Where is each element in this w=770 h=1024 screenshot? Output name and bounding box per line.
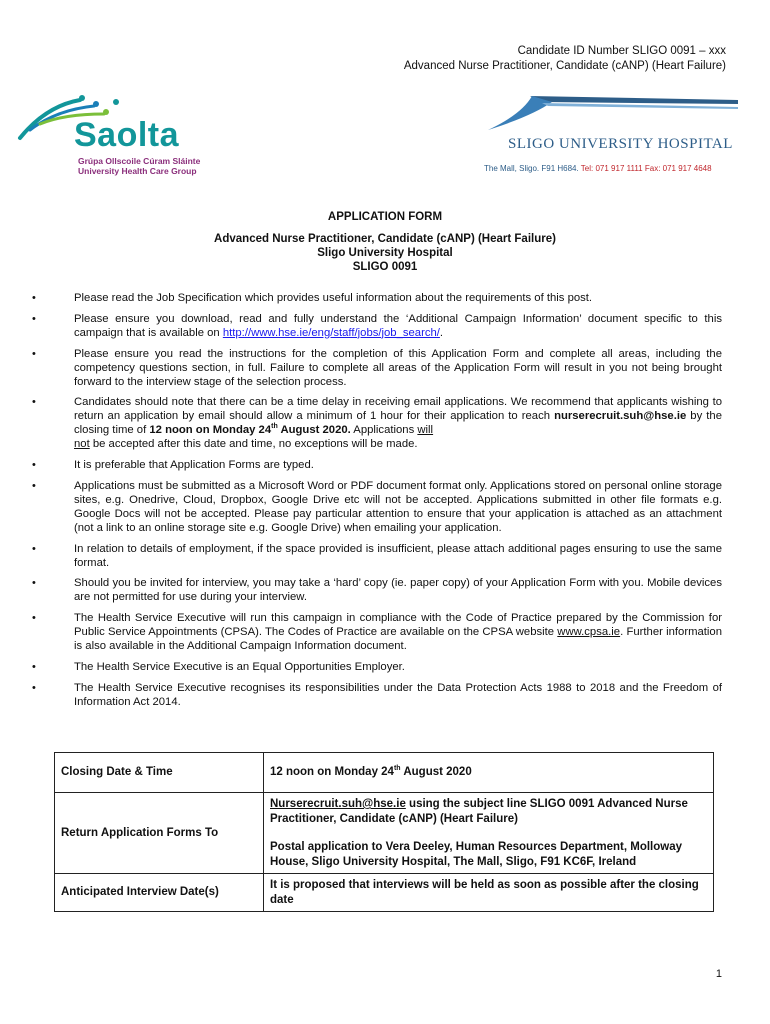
instruction-text: In relation to details of employment, if the space provided is insufficient, please attach additional pages ensuring to use the same format. <box>74 542 722 569</box>
interview-date-value: It is proposed that interviews will be held as soon as possible after the closing date <box>264 874 714 912</box>
instruction-item <box>0 459 770 473</box>
saolta-logo <box>16 92 216 182</box>
instruction-item <box>0 682 770 710</box>
instruction-text: Should you be invited for interview, you may take a ‘hard’ copy (ie. paper copy) of your Application Form with you. Mobile devices are not permitted for use during your interview. <box>74 577 722 604</box>
instruction-item <box>0 480 770 536</box>
closing-date-label: Closing Date & Time <box>55 753 264 793</box>
instruction-text: Please read the Job Specification which provides useful information about the requirements of this post. <box>74 292 593 304</box>
instruction-text: . Further information is also available in the Additional Campaign Information document. <box>74 626 722 653</box>
cpsa-link[interactable]: www.cpsa.ie <box>557 626 621 639</box>
instruction-item <box>0 348 770 390</box>
instruction-text: Candidates should note that there can be a time delay in receiving email applications. We recommend that applicants wishing to return an application by email should allow a minimum of 1 hour for their application to reach <box>74 396 722 423</box>
saolta-wordmark: Saolta <box>74 116 180 154</box>
sligo-address-text: The Mall, Sligo. F91 H684. <box>484 164 579 173</box>
return-email-subject: using the subject line SLIGO 0091 Advanced Nurse Practitioner, Candidate (cANP) (Heart Failure) <box>270 798 688 825</box>
instruction-text: be accepted after this date and time, no exceptions will be made. <box>89 438 418 451</box>
document-header <box>404 44 726 74</box>
instruction-text: by the closing time of <box>74 410 722 437</box>
form-role-title: Advanced Nurse Practitioner, Candidate (cANP) (Heart Failure) <box>214 233 556 245</box>
form-hospital-title: Sligo University Hospital <box>317 247 453 259</box>
instruction-text: The Health Service Executive recognises its responsibilities under the Data Protection Acts 1988 to 2018 and the Freedom of Information Act 2014. <box>74 681 722 708</box>
saolta-irish-subtitle: Grúpa Ollscoile Cúram Sláinte <box>78 156 201 166</box>
saolta-english-subtitle: University Health Care Group <box>78 166 197 176</box>
instruction-item <box>0 612 770 654</box>
instruction-text: Applications <box>350 424 418 437</box>
instruction-text: The Health Service Executive is an Equal Opportunities Employer. <box>74 660 405 673</box>
page-number: 1 <box>715 968 722 980</box>
return-forms-value <box>264 793 714 874</box>
sligo-fax: Fax: 071 917 4648 <box>644 164 712 173</box>
instruction-text: The Health Service Executive will run this campaign in compliance with the Code of Practice prepared by the Commission for Public Service Appointments (CPSA). The Codes of Practice are available on the CPSA website <box>74 612 722 639</box>
table-row <box>55 753 714 793</box>
instruction-item <box>0 292 770 306</box>
recruit-email: nurserecruit.suh@hse.ie <box>554 410 687 423</box>
return-email-line <box>270 797 707 826</box>
instruction-item <box>0 543 770 571</box>
closing-date-value <box>264 753 714 793</box>
form-heading: APPLICATION FORM <box>327 211 443 223</box>
form-title-block <box>0 210 770 274</box>
closing-time: 12 noon on Monday 24 <box>149 424 272 437</box>
return-forms-label: Return Application Forms To <box>55 793 264 874</box>
sligo-hospital-name: SLIGO UNIVERSITY HOSPITAL <box>508 136 733 152</box>
sligo-hospital-address <box>484 164 712 173</box>
instructions-list <box>0 292 770 717</box>
ordinal-suffix: th <box>393 765 401 773</box>
instruction-item <box>0 577 770 605</box>
key-details-table <box>54 752 714 912</box>
sligo-hospital-logo <box>482 94 740 180</box>
closing-date-text: August 2020 <box>400 766 472 779</box>
instruction-text: . <box>439 326 444 339</box>
table-row <box>55 874 714 912</box>
instruction-item <box>0 396 770 452</box>
post-title-line: Advanced Nurse Practitioner, Candidate (cANP) (Heart Failure) <box>403 60 726 72</box>
emphasis-not: not <box>74 438 90 451</box>
emphasis-will: will <box>417 424 434 437</box>
closing-date-text: 12 noon on Monday 24 <box>270 766 394 779</box>
instruction-text: Applications must be submitted as a Microsoft Word or PDF document format only. Applications stored on personal online storage sites, e.g. Onedrive, Cloud, Dropbox, Google Drive etc will not be accepted. Applications submitted in other file formats e.g. Google Docs will not be accepted. Please pay particular attention to ensure that your application is attached as an attachment (not a link to an online storage site e.g. Google Drive) when emailing your application. <box>74 479 722 534</box>
instruction-item <box>0 313 770 341</box>
form-reference: SLIGO 0091 <box>352 261 418 273</box>
instruction-text: It is preferable that Application Forms are typed. <box>74 459 314 472</box>
ordinal-suffix: th <box>271 423 278 431</box>
return-email[interactable]: Nurserecruit.suh@hse.ie <box>270 798 406 810</box>
instruction-text: Please ensure you download, read and fully understand the ‘Additional Campaign Information’ document specific to this campaign that is available on <box>74 312 722 339</box>
closing-date: August 2020. <box>277 424 351 437</box>
candidate-id-line: Candidate ID Number SLIGO 0091 – xxx <box>517 45 726 57</box>
table-row <box>55 793 714 874</box>
sligo-logo-swoosh <box>482 94 740 134</box>
instruction-text: Please ensure you read the instructions for the completion of this Application Form and complete all areas, including the competency questions section, in full. Failure to complete all areas of the Application Form will result in you not being brought forward to the interview stage of the selection process. <box>74 347 722 388</box>
postal-address: Postal application to Vera Deeley, Human Resources Department, Molloway House, Sligo University Hospital, The Mall, Sligo, F91 KC6F, Ireland <box>270 841 682 868</box>
instruction-item <box>0 661 770 675</box>
interview-date-label: Anticipated Interview Date(s) <box>55 874 264 912</box>
hse-jobs-link[interactable]: http://www.hse.ie/eng/staff/jobs/job_search/ <box>222 326 440 339</box>
sligo-telephone: Tel: 071 917 1111 <box>580 164 643 173</box>
